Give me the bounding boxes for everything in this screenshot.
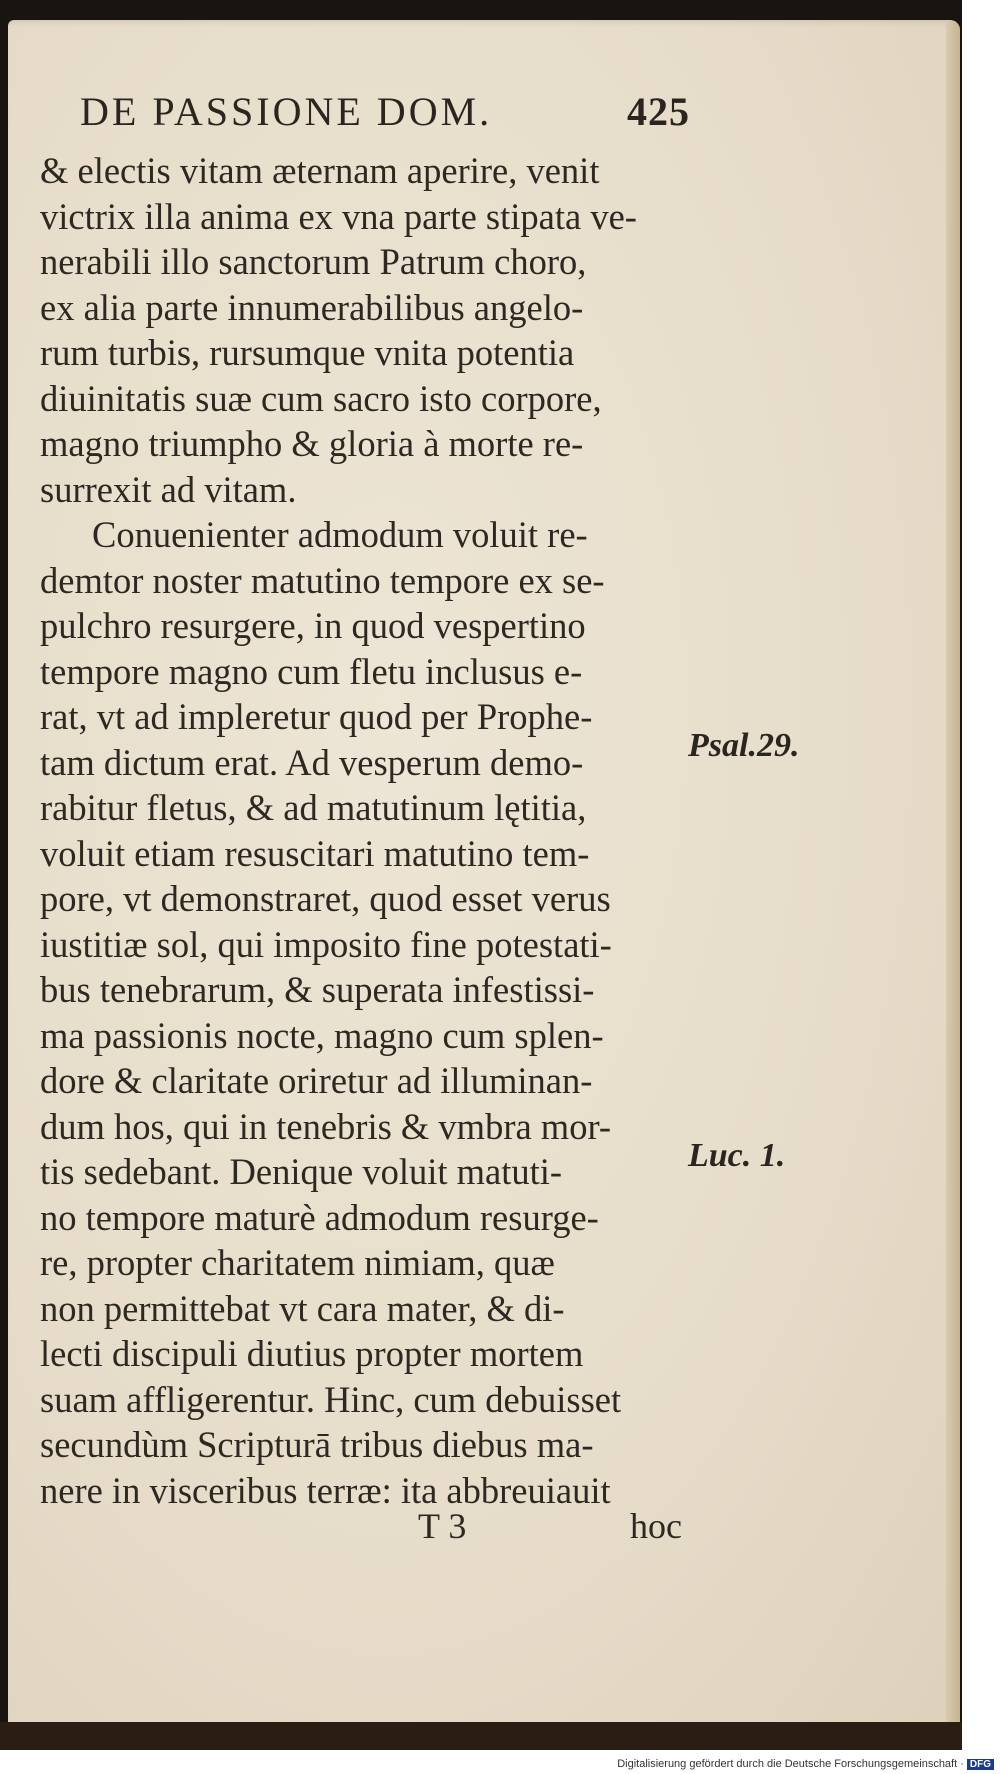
text-line: lecti discipuli diutius propter mortem — [40, 1333, 584, 1374]
text-line: rabitur fletus, & ad matutinum lętitia, — [40, 787, 587, 828]
text-line: bus tenebrarum, & superata infestissi- — [40, 969, 595, 1010]
text-line: Conuenienter admodum voluit re- — [92, 514, 588, 555]
text-line: tis sedebant. Denique voluit matuti- — [40, 1151, 563, 1192]
text-line: surrexit ad vitam. — [40, 468, 297, 510]
scan-bottom-strip — [0, 1722, 962, 1750]
dfg-logo-icon: DFG — [967, 1759, 994, 1770]
body-text — [40, 148, 690, 1513]
text-line: suam affligerentur. Hinc, cum debuisset — [40, 1378, 622, 1420]
running-head — [80, 88, 690, 135]
catchword: hoc — [630, 1506, 682, 1546]
text-line: rum turbis, rursumque vnita potentia — [40, 332, 575, 373]
page-footer — [40, 1505, 690, 1555]
text-line: nere in visceribus terræ: ita abbreuiauit — [40, 1469, 611, 1511]
text-line: pulchro resurgere, in quod vespertino — [40, 605, 586, 646]
digitization-credit — [617, 1758, 994, 1770]
text-line: iustitiæ sol, qui imposito fine potestati- — [40, 923, 612, 965]
text-line: dum hos, qui in tenebris & vmbra mor- — [40, 1105, 612, 1147]
margin-note-psalm: Psal.29. — [688, 727, 800, 764]
margin-note-luke: Luc. 1. — [688, 1137, 786, 1174]
text-line: demtor noster matutino tempore ex se- — [40, 559, 605, 601]
text-line: & electis vitam æternam aperire, venit — [40, 150, 600, 191]
credit-text: Digitalisierung gefördert durch die Deutsche Forschungsgemeinschaft · — [617, 1758, 964, 1770]
running-title: DE PASSIONE DOM. — [80, 89, 493, 134]
text-line: ex alia parte innumerabilibus angelo- — [40, 286, 584, 328]
text-line: dore & claritate oriretur ad illuminan- — [40, 1060, 593, 1101]
text-line: ma passionis nocte, magno cum splen- — [40, 1014, 604, 1056]
text-line: re, propter charitatem nimiam, quæ — [40, 1242, 555, 1283]
text-line: magno triumpho & gloria à morte re- — [40, 423, 584, 464]
text-line: tempore magno cum fletu inclusus e- — [40, 650, 583, 692]
text-line: tam dictum erat. Ad vesperum demo- — [40, 741, 584, 783]
text-line: victrix illa anima ex vna parte stipata ve- — [40, 195, 637, 237]
text-line: rat, vt ad impleretur quod per Prophe- — [40, 696, 593, 737]
text-line: non permittebat vt cara mater, & di- — [40, 1287, 565, 1329]
text-line: secundùm Scripturā tribus diebus ma- — [40, 1424, 594, 1465]
page-edge — [946, 20, 960, 1742]
signature-mark: T 3 — [418, 1506, 467, 1546]
text-line: no tempore maturè admodum resurge- — [40, 1196, 599, 1238]
text-line: diuinitatis suæ cum sacro isto corpore, — [40, 377, 602, 419]
text-line: nerabili illo sanctorum Patrum choro, — [40, 241, 587, 282]
text-line: pore, vt demonstraret, quod esset verus — [40, 878, 611, 919]
text-line: voluit etiam resuscitari matutino tem- — [40, 832, 590, 874]
page-number: 425 — [627, 89, 690, 134]
